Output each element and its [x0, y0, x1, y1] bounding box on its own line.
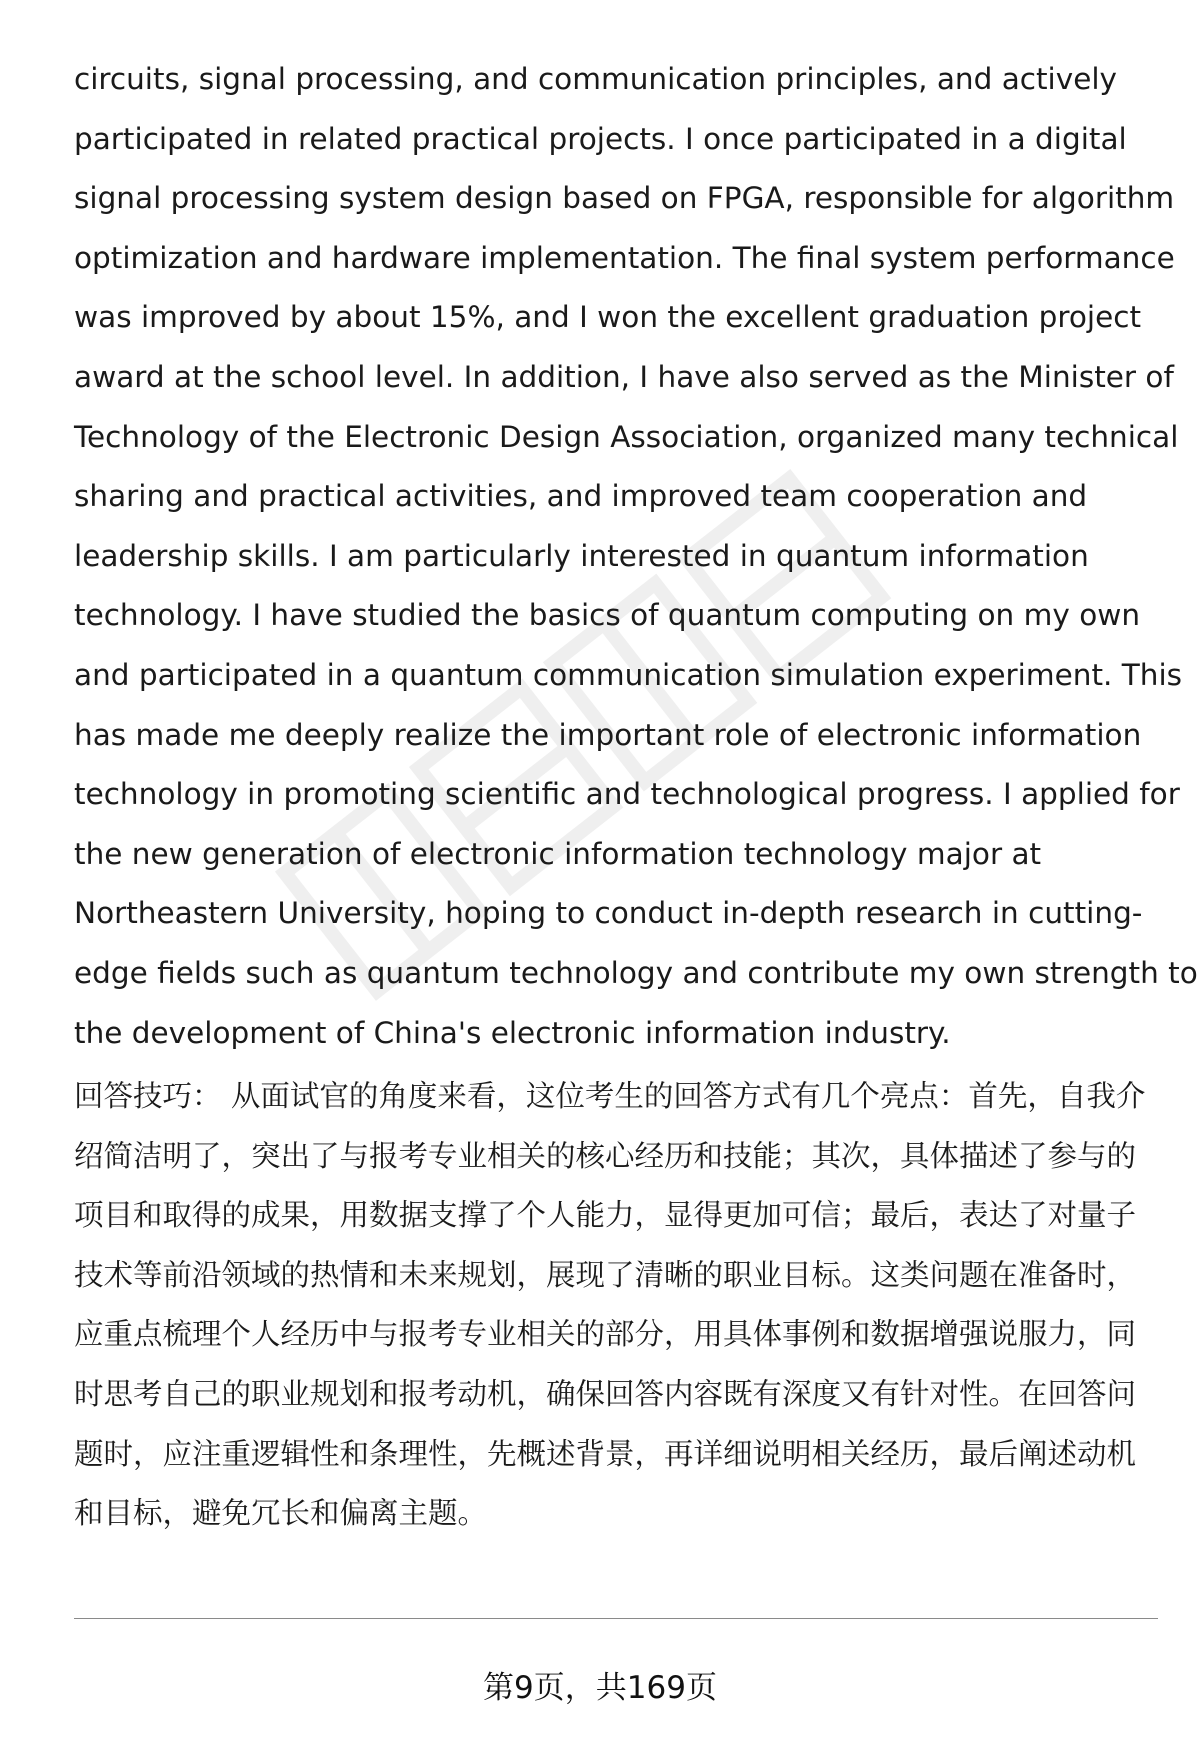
paragraph-line: technology. I have studied the basics of quantum computing on my own — [74, 598, 1141, 633]
paragraph-line: has made me deeply realize the important role of electronic information — [74, 717, 1142, 752]
answer-paragraph — [74, 50, 1198, 1063]
paragraph-line: leadership skills. I am particularly interested in quantum information — [74, 538, 1089, 573]
page-number: 第9页，共169页 — [483, 1670, 717, 1706]
paragraph-line: participated in related practical projects. I once participated in a digital — [74, 121, 1127, 156]
tips-line: 应重点梳理个人经历中与报考专业相关的部分，用具体事例和数据增强说服力，同 — [74, 1317, 1137, 1352]
paragraph-line: sharing and practical activities, and improved team cooperation and — [74, 479, 1088, 514]
tips-line: 技术等前沿领域的热情和未来规划，展现了清晰的职业目标。这类问题在准备时， — [74, 1257, 1137, 1292]
tips-line: 回答技巧： 从面试官的角度来看，这位考生的回答方式有几个亮点：首先，自我介 — [74, 1079, 1146, 1113]
paragraph-line: circuits, signal processing, and communication principles, and actively — [74, 62, 1118, 96]
paragraph-line: award at the school level. In addition, I have also served as the Minister of — [74, 359, 1174, 394]
tips-line: 和目标，避免冗长和偏离主题。 — [74, 1496, 488, 1531]
paragraph-line: the development of China's electronic information industry. — [74, 1015, 951, 1050]
paragraph-line: edge fields such as quantum technology and contribute my own strength to — [74, 955, 1198, 990]
paragraph-line: was improved by about 15%, and I won the excellent graduation project — [74, 300, 1142, 335]
paragraph-line: the new generation of electronic information technology major at — [74, 836, 1042, 871]
paragraph-line: and participated in a quantum communication simulation experiment. This — [74, 657, 1183, 692]
paragraph-line: technology in promoting scientific and technological progress. I applied for — [74, 777, 1180, 812]
footer-divider — [74, 1618, 1158, 1619]
paragraph-line: Technology of the Electronic Design Association, organized many technical — [74, 419, 1179, 454]
tips-line: 绍简洁明了，突出了与报考专业相关的核心经历和技能；其次，具体描述了参与的 — [74, 1138, 1137, 1173]
tips-line: 时思考自己的职业规划和报考动机，确保回答内容既有深度又有针对性。在回答问 — [74, 1376, 1137, 1411]
paragraph-line: signal processing system design based on FPGA, responsible for algorithm — [74, 181, 1175, 216]
answer-tips-paragraph — [74, 1067, 1164, 1544]
paragraph-line: Northeastern University, hoping to conduct in-depth research in cutting- — [74, 896, 1143, 931]
tips-line: 题时，应注重逻辑性和条理性，先概述背景，再详细说明相关经历，最后阐述动机 — [74, 1436, 1137, 1471]
paragraph-line: optimization and hardware implementation. The final system performance — [74, 240, 1175, 275]
tips-line: 项目和取得的成果，用数据支撑了个人能力，显得更加可信；最后，表达了对量子 — [74, 1198, 1137, 1233]
